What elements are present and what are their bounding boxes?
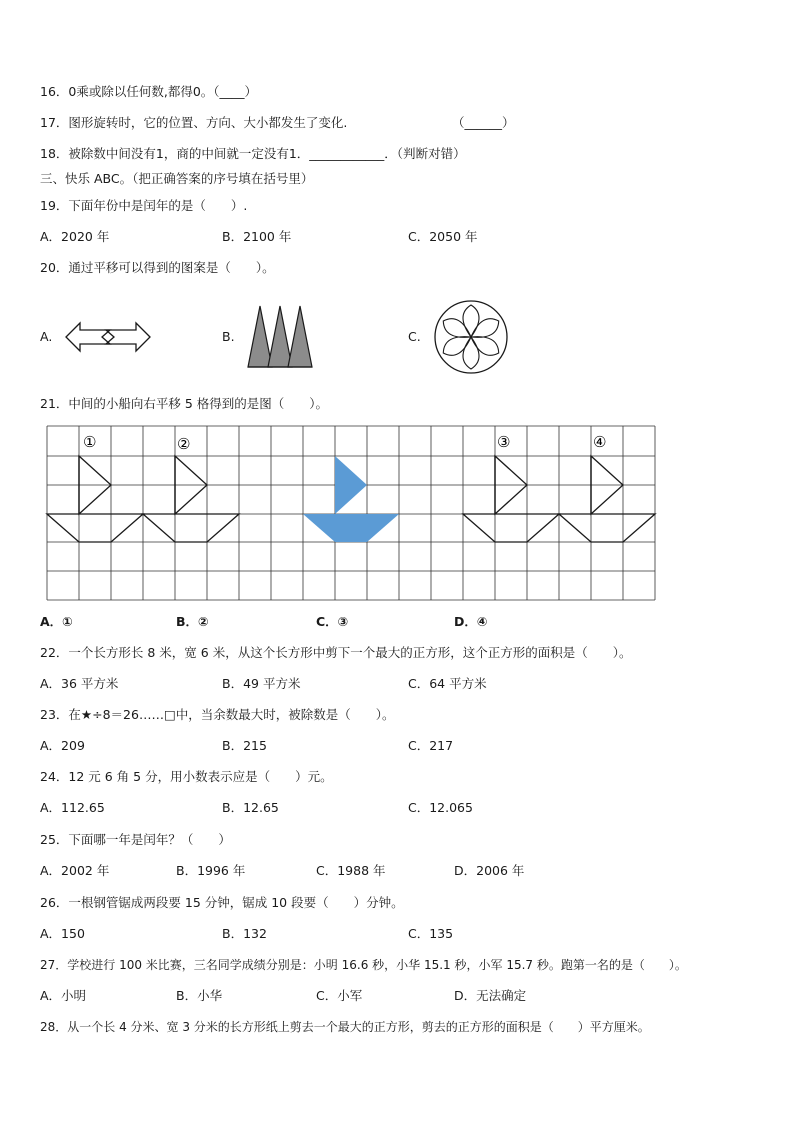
question-19: 19．下面年份中是闰年的是（ ）. <box>40 198 248 213</box>
q25-option-a: A．2002 年 <box>40 863 110 878</box>
section-3-heading: 三、快乐 ABC。（把正确答案的序号填在括号里） <box>40 171 314 186</box>
boat-label-4: ④ <box>593 433 607 451</box>
q19-option-a: A．2020 年 <box>40 229 110 244</box>
q25-option-c: C．1988 年 <box>316 863 386 878</box>
q19-option-c: C．2050 年 <box>408 229 478 244</box>
q27-option-a: A．小明 <box>40 988 87 1003</box>
boat-label-3: ③ <box>497 433 511 451</box>
q22-option-c: C．64 平方米 <box>408 676 487 691</box>
q20-option-c: C. <box>408 329 421 344</box>
q24-option-b: B．12.65 <box>222 800 279 815</box>
q21-option-a: A．① <box>40 614 73 629</box>
q26-option-a: A．150 <box>40 926 85 941</box>
boat-1 <box>47 456 143 542</box>
question-25: 25．下面哪一年是闰年？（ ） <box>40 832 231 847</box>
question-26: 26．一根钢管锯成两段要 15 分钟，锯成 10 段要（ ）分钟。 <box>40 895 404 910</box>
q26-option-b: B．132 <box>222 926 267 941</box>
q26-option-c: C．135 <box>408 926 454 941</box>
question-16: 16．0乘或除以任何数,都得0。（____） <box>40 84 258 99</box>
double-arrow-figure <box>64 319 152 355</box>
question-20: 20．通过平移可以得到的图案是（ ）。 <box>40 260 275 275</box>
question-22: 22．一个长方形长 8 米，宽 6 米，从这个长方形中剪下一个最大的正方形，这个正方形的面积是（ ）。 <box>40 645 632 660</box>
question-24: 24．12 元 6 角 5 分，用小数表示应是（ ）元。 <box>40 769 333 784</box>
q21-option-c: C．③ <box>316 614 349 629</box>
q27-option-c: C．小军 <box>316 988 363 1003</box>
q25-option-b: B．1996 年 <box>176 863 246 878</box>
question-27: 27．学校进行 100 米比赛，三名同学成绩分别是：小明 16.6 秒，小华 15.1 秒，小军 15.7 秒。跑第一名的是（ ）。 <box>40 958 687 972</box>
q20-option-b: B. <box>222 329 235 344</box>
q23-option-b: B．215 <box>222 738 267 753</box>
q23-option-c: C．217 <box>408 738 454 753</box>
q27-option-d: D．无法确定 <box>454 988 527 1003</box>
q22-option-a: A．36 平方米 <box>40 676 119 691</box>
boat-grid-figure <box>47 426 655 602</box>
question-21: 21．中间的小船向右平移 5 格得到的是图（ ）。 <box>40 396 329 411</box>
boat-3 <box>463 456 559 542</box>
q20-option-a: A. <box>40 329 53 344</box>
q24-option-a: A．112.65 <box>40 800 105 815</box>
q24-option-c: C．12.065 <box>408 800 473 815</box>
q21-option-d: D．④ <box>454 614 488 629</box>
q19-option-b: B．2100 年 <box>222 229 292 244</box>
q23-option-a: A．209 <box>40 738 85 753</box>
question-17-blank: （______） <box>452 115 515 130</box>
question-18: 18．被除数中间没有1，商的中间就一定没有1．____________．（判断对错） <box>40 146 466 161</box>
flower-circle-figure <box>433 299 509 375</box>
boat-2 <box>143 456 239 542</box>
question-23: 23．在★÷8＝26……□中，当余数最大时，被除数是（ ）。 <box>40 707 395 722</box>
question-28: 28．从一个长 4 分米、宽 3 分米的长方形纸上剪去一个最大的正方形，剪去的正方形的面积是（ ）平方厘米。 <box>40 1020 650 1034</box>
q25-option-d: D．2006 年 <box>454 863 525 878</box>
question-17: 17．图形旋转时，它的位置、方向、大小都发生了变化. <box>40 115 348 130</box>
triangles-figure <box>248 304 320 368</box>
boat-label-2: ② <box>177 435 191 453</box>
q27-option-b: B．小华 <box>176 988 223 1003</box>
middle-boat <box>303 456 399 542</box>
q22-option-b: B．49 平方米 <box>222 676 301 691</box>
boat-4 <box>559 456 655 542</box>
boat-label-1: ① <box>83 433 97 451</box>
q21-option-b: B．② <box>176 614 209 629</box>
